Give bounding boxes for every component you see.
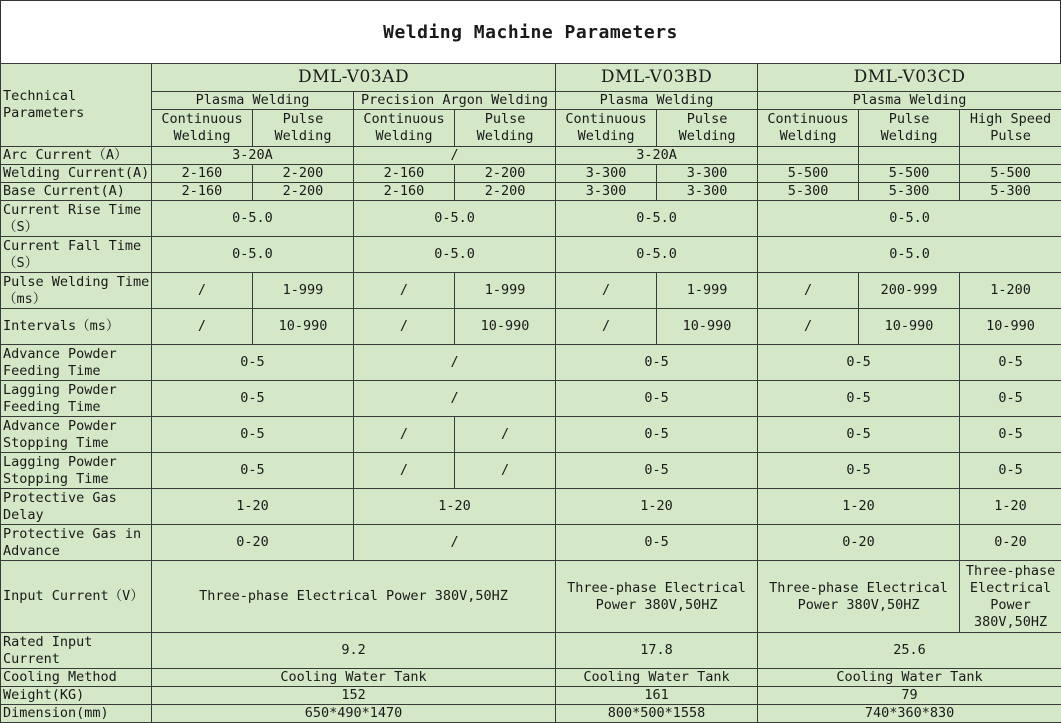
- cell: 2-160: [152, 165, 253, 183]
- row-label: Welding Current(A): [1, 165, 152, 183]
- cell: 0-5: [960, 453, 1061, 489]
- cell: 0-5: [758, 417, 960, 453]
- cell: /: [354, 309, 455, 345]
- cell: /: [354, 453, 455, 489]
- table-row: [1, 453, 1061, 489]
- cell: Three-phase Electrical Power 380V,50HZ: [960, 561, 1061, 633]
- cell: /: [354, 273, 455, 309]
- cell: 3-300: [657, 183, 758, 201]
- cell: 3-20A: [556, 147, 758, 165]
- cell: 0-5: [758, 381, 960, 417]
- cell: 0-5.0: [556, 201, 758, 237]
- row-label: Current Fall Time（S）: [1, 237, 152, 273]
- cell: 3-20A: [152, 147, 354, 165]
- row-label: Input Current（V）: [1, 561, 152, 633]
- cell: /: [556, 309, 657, 345]
- cell: 0-5: [152, 345, 354, 381]
- cell: Cooling Water Tank: [152, 669, 556, 687]
- cell: Three-phase Electrical Power 380V,50HZ: [758, 561, 960, 633]
- cell: 0-5: [758, 345, 960, 381]
- cell: 10-990: [960, 309, 1061, 345]
- cell: /: [758, 273, 859, 309]
- cell: /: [354, 417, 455, 453]
- table-row: [1, 381, 1061, 417]
- cell: 1-20: [354, 489, 556, 525]
- cell: /: [354, 381, 556, 417]
- cell: Cooling Water Tank: [556, 669, 758, 687]
- cell: 200-999: [859, 273, 960, 309]
- table-row: [1, 561, 1061, 633]
- cell: Three-phase Electrical Power 380V,50HZ: [152, 561, 556, 633]
- cell: 1-999: [657, 273, 758, 309]
- row-label: Protective Gas Delay: [1, 489, 152, 525]
- row-label: Pulse Welding Time（ms）: [1, 273, 152, 309]
- process-header: Plasma Welding: [152, 92, 354, 110]
- cell: 0-5: [960, 417, 1061, 453]
- cell: 1-999: [455, 273, 556, 309]
- cell: 1-20: [556, 489, 758, 525]
- cell: 5-500: [758, 165, 859, 183]
- cell: [758, 147, 859, 165]
- technical-parameters-header: Technical Parameters: [1, 64, 152, 147]
- mode-header: Continuous Welding: [152, 110, 253, 147]
- cell: 152: [152, 687, 556, 705]
- row-label: Weight(KG): [1, 687, 152, 705]
- parameters-table: [0, 63, 1061, 723]
- table-row: [1, 165, 1061, 183]
- process-header: Precision Argon Welding: [354, 92, 556, 110]
- cell: /: [354, 345, 556, 381]
- cell: 0-5: [556, 453, 758, 489]
- row-label: Lagging Powder Feeding Time: [1, 381, 152, 417]
- row-label: Protective Gas in Advance: [1, 525, 152, 561]
- cell: Cooling Water Tank: [758, 669, 1061, 687]
- cell: 1-20: [960, 489, 1061, 525]
- row-label: Lagging Powder Stopping Time: [1, 453, 152, 489]
- cell: 0-5.0: [556, 237, 758, 273]
- cell: 10-990: [253, 309, 354, 345]
- table-row: [1, 669, 1061, 687]
- cell: 0-5: [152, 381, 354, 417]
- cell: 0-5: [758, 453, 960, 489]
- row-label: Rated Input Current: [1, 633, 152, 669]
- cell: 5-500: [859, 165, 960, 183]
- cell: /: [758, 309, 859, 345]
- cell: 1-200: [960, 273, 1061, 309]
- cell: 10-990: [455, 309, 556, 345]
- cell: /: [455, 417, 556, 453]
- cell: [960, 147, 1061, 165]
- model-header: DML-V03AD: [152, 64, 556, 92]
- cell: 0-5: [152, 453, 354, 489]
- mode-header: Continuous Welding: [758, 110, 859, 147]
- mode-header: High Speed Pulse: [960, 110, 1061, 147]
- mode-header: Pulse Welding: [253, 110, 354, 147]
- table-row: [1, 345, 1061, 381]
- cell: 2-200: [253, 165, 354, 183]
- row-label: Advance Powder Stopping Time: [1, 417, 152, 453]
- table-row: [1, 147, 1061, 165]
- cell: 3-300: [556, 165, 657, 183]
- cell: Three-phase Electrical Power 380V,50HZ: [556, 561, 758, 633]
- cell: /: [354, 147, 556, 165]
- cell: 740*360*830: [758, 705, 1061, 723]
- cell: 5-500: [960, 165, 1061, 183]
- row-label: Arc Current（A）: [1, 147, 152, 165]
- table-title: Welding Machine Parameters: [0, 0, 1061, 63]
- cell: 0-20: [960, 525, 1061, 561]
- row-label: Advance Powder Feeding Time: [1, 345, 152, 381]
- cell: 0-5.0: [152, 237, 354, 273]
- cell: /: [455, 453, 556, 489]
- mode-header: Continuous Welding: [556, 110, 657, 147]
- cell: 79: [758, 687, 1061, 705]
- table-row: [1, 489, 1061, 525]
- cell: 161: [556, 687, 758, 705]
- mode-header: Pulse Welding: [657, 110, 758, 147]
- mode-header: Pulse Welding: [859, 110, 960, 147]
- table-row: [1, 237, 1061, 273]
- cell: 2-200: [253, 183, 354, 201]
- cell: 0-5.0: [354, 201, 556, 237]
- row-label: Intervals（ms）: [1, 309, 152, 345]
- cell: 9.2: [152, 633, 556, 669]
- cell: 0-20: [152, 525, 354, 561]
- cell: 0-5: [960, 345, 1061, 381]
- cell: 0-5.0: [758, 237, 1061, 273]
- mode-header: Pulse Welding: [455, 110, 556, 147]
- cell: 5-300: [960, 183, 1061, 201]
- cell: 0-5.0: [152, 201, 354, 237]
- cell: 800*500*1558: [556, 705, 758, 723]
- mode-header: Continuous Welding: [354, 110, 455, 147]
- cell: 0-5: [960, 381, 1061, 417]
- cell: 5-300: [859, 183, 960, 201]
- cell: 1-999: [253, 273, 354, 309]
- cell: 10-990: [657, 309, 758, 345]
- cell: 0-5: [152, 417, 354, 453]
- cell: 17.8: [556, 633, 758, 669]
- cell: 3-300: [657, 165, 758, 183]
- table-row: [1, 417, 1061, 453]
- row-label: Base Current(A): [1, 183, 152, 201]
- cell: 0-5: [556, 345, 758, 381]
- model-header: DML-V03CD: [758, 64, 1061, 92]
- cell: [859, 147, 960, 165]
- table-row: [1, 309, 1061, 345]
- cell: 2-200: [455, 165, 556, 183]
- cell: 0-5.0: [758, 201, 1061, 237]
- process-header: Plasma Welding: [758, 92, 1061, 110]
- cell: 0-5: [556, 417, 758, 453]
- table-row: [1, 525, 1061, 561]
- model-header: DML-V03BD: [556, 64, 758, 92]
- cell: /: [152, 273, 253, 309]
- process-header: Plasma Welding: [556, 92, 758, 110]
- cell: 0-5: [556, 525, 758, 561]
- cell: 2-160: [152, 183, 253, 201]
- cell: 0-5.0: [354, 237, 556, 273]
- table-row: [1, 633, 1061, 669]
- cell: /: [354, 525, 556, 561]
- cell: 25.6: [758, 633, 1061, 669]
- cell: 5-300: [758, 183, 859, 201]
- cell: 10-990: [859, 309, 960, 345]
- table-row: [1, 201, 1061, 237]
- cell: 650*490*1470: [152, 705, 556, 723]
- cell: /: [152, 309, 253, 345]
- cell: 0-5: [556, 381, 758, 417]
- table-row: [1, 183, 1061, 201]
- cell: /: [556, 273, 657, 309]
- table-row: [1, 273, 1061, 309]
- row-label: Dimension(mm): [1, 705, 152, 723]
- row-label: Current Rise Time（S）: [1, 201, 152, 237]
- table-row: [1, 687, 1061, 705]
- cell: 1-20: [152, 489, 354, 525]
- cell: 1-20: [758, 489, 960, 525]
- cell: 2-160: [354, 165, 455, 183]
- cell: 0-20: [758, 525, 960, 561]
- cell: 2-200: [455, 183, 556, 201]
- row-label: Cooling Method: [1, 669, 152, 687]
- cell: 3-300: [556, 183, 657, 201]
- cell: 2-160: [354, 183, 455, 201]
